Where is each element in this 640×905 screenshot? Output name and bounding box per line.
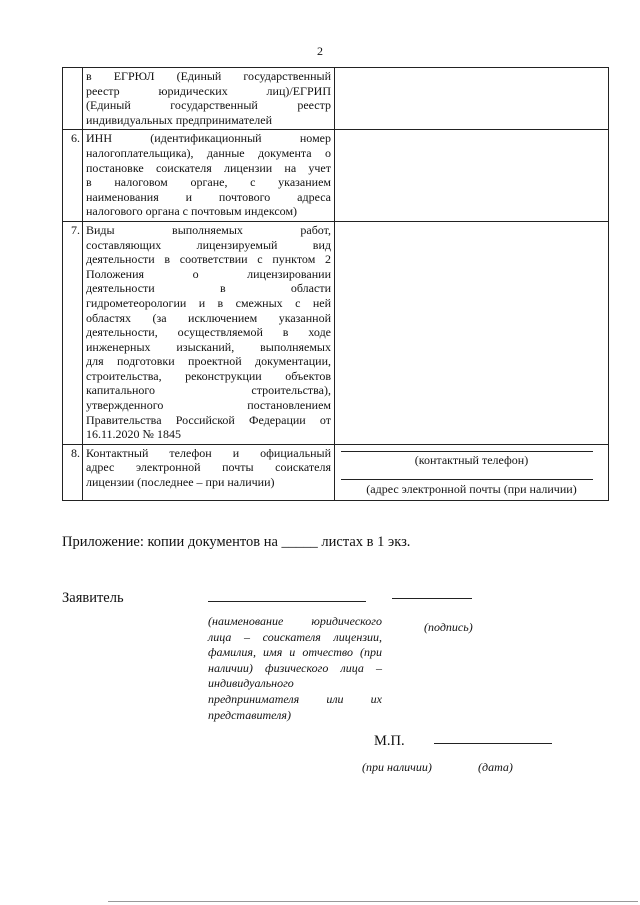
table-row (63, 221, 609, 444)
description-line: наименования и почтового адреса (86, 189, 331, 204)
table-row (63, 130, 609, 222)
applicant-caption-line: представителя) (208, 707, 291, 722)
description-line: постановке соискателя лицензии на учет (86, 160, 331, 175)
description-line: утвержденного постановлением (86, 398, 331, 413)
applicant-name-line (208, 601, 366, 602)
applicant-caption-line: индивидуального (208, 676, 294, 691)
description-line: Виды выполняемых работ, (86, 222, 331, 237)
row-description (83, 221, 335, 444)
description-line: налогоплательщика), данные документа о (86, 145, 331, 160)
applicant-caption-line: предпринимателя или их (208, 691, 382, 706)
row-description (83, 130, 335, 222)
description-line: составляющих лицензируемый вид (86, 237, 331, 252)
phone-line (341, 451, 593, 452)
description-line: деятельности, осуществляемой в ходе (86, 325, 331, 340)
row-value-cell[interactable] (335, 221, 609, 444)
description-line: (Единый государственный реестр (86, 98, 331, 113)
row-description (83, 68, 335, 130)
description-line: налогового органа с почтовым индексом) (86, 204, 298, 219)
row-value-cell[interactable] (335, 130, 609, 222)
description-line: Правительства Российской Федерации от (86, 412, 331, 427)
description-line: капитального строительства), (86, 383, 331, 398)
stamp-label: М.П. (374, 733, 405, 749)
application-table (62, 67, 609, 501)
description-line: 16.11.2020 № 1845 (86, 427, 182, 442)
applicant-label: Заявитель (62, 590, 124, 606)
page-bottom-edge (108, 901, 638, 902)
description-line: в ЕГРЮЛ (Единый государственный (86, 69, 331, 83)
email-line (341, 479, 593, 480)
description-line: строительства, реконструкции объектов (86, 368, 331, 383)
applicant-caption-line: лица – соискателя лицензии, (208, 629, 382, 644)
table-body (63, 68, 609, 501)
applicant-caption-line: фамилия, имя и отчество (при (208, 645, 382, 660)
description-line: деятельности в области (86, 281, 331, 296)
stamp-caption: (при наличии) (362, 760, 432, 774)
description-line: областях (за исключением указанной (86, 310, 331, 325)
description-line: инженерных изысканий, выполняемых (86, 339, 331, 354)
applicant-caption (208, 614, 382, 723)
row-number: 7. (63, 221, 83, 444)
applicant-caption-line: наличии) физического лица – (208, 660, 382, 675)
row-number: 8. (63, 444, 83, 500)
date-line (434, 743, 552, 744)
description-line: реестр юридических лиц)/ЕГРИП (86, 83, 331, 98)
description-line: лицензии (последнее – при наличии) (86, 475, 275, 490)
date-caption: (дата) (478, 760, 513, 774)
description-line: в налоговом органе, с указанием (86, 175, 331, 190)
description-line: гидрометеорологии и в смежных с ней (86, 295, 331, 310)
table-row (63, 68, 609, 130)
row-value-cell[interactable] (335, 444, 609, 500)
description-line: индивидуальных предпринимателей (86, 112, 272, 127)
email-caption: (адрес электронной почты (при наличии) (366, 481, 577, 496)
signature-line (392, 598, 472, 599)
description-line: адрес электронной почты соискателя (86, 460, 331, 475)
description-line: ИНН (идентификационный номер (86, 131, 331, 146)
description-line: Положения о лицензировании (86, 266, 331, 281)
phone-caption: (контактный телефон) (414, 452, 529, 467)
description-line: Контактный телефон и официальный (86, 445, 331, 460)
row-description (83, 444, 335, 500)
page-number: 2 (317, 44, 323, 58)
applicant-caption-line: (наименование юридического (208, 614, 382, 628)
signature-caption: (подпись) (424, 620, 473, 634)
description-line: для подготовки проектной документации, (86, 354, 331, 369)
table-row (63, 444, 609, 500)
row-number: 6. (63, 130, 83, 222)
row-value-cell[interactable] (335, 68, 609, 130)
description-line: деятельности в соответствии с пунктом 2 (86, 252, 331, 267)
appendix-text: Приложение: копии документов на _____ листах в 1 экз. (62, 534, 411, 550)
row-number (63, 68, 83, 130)
